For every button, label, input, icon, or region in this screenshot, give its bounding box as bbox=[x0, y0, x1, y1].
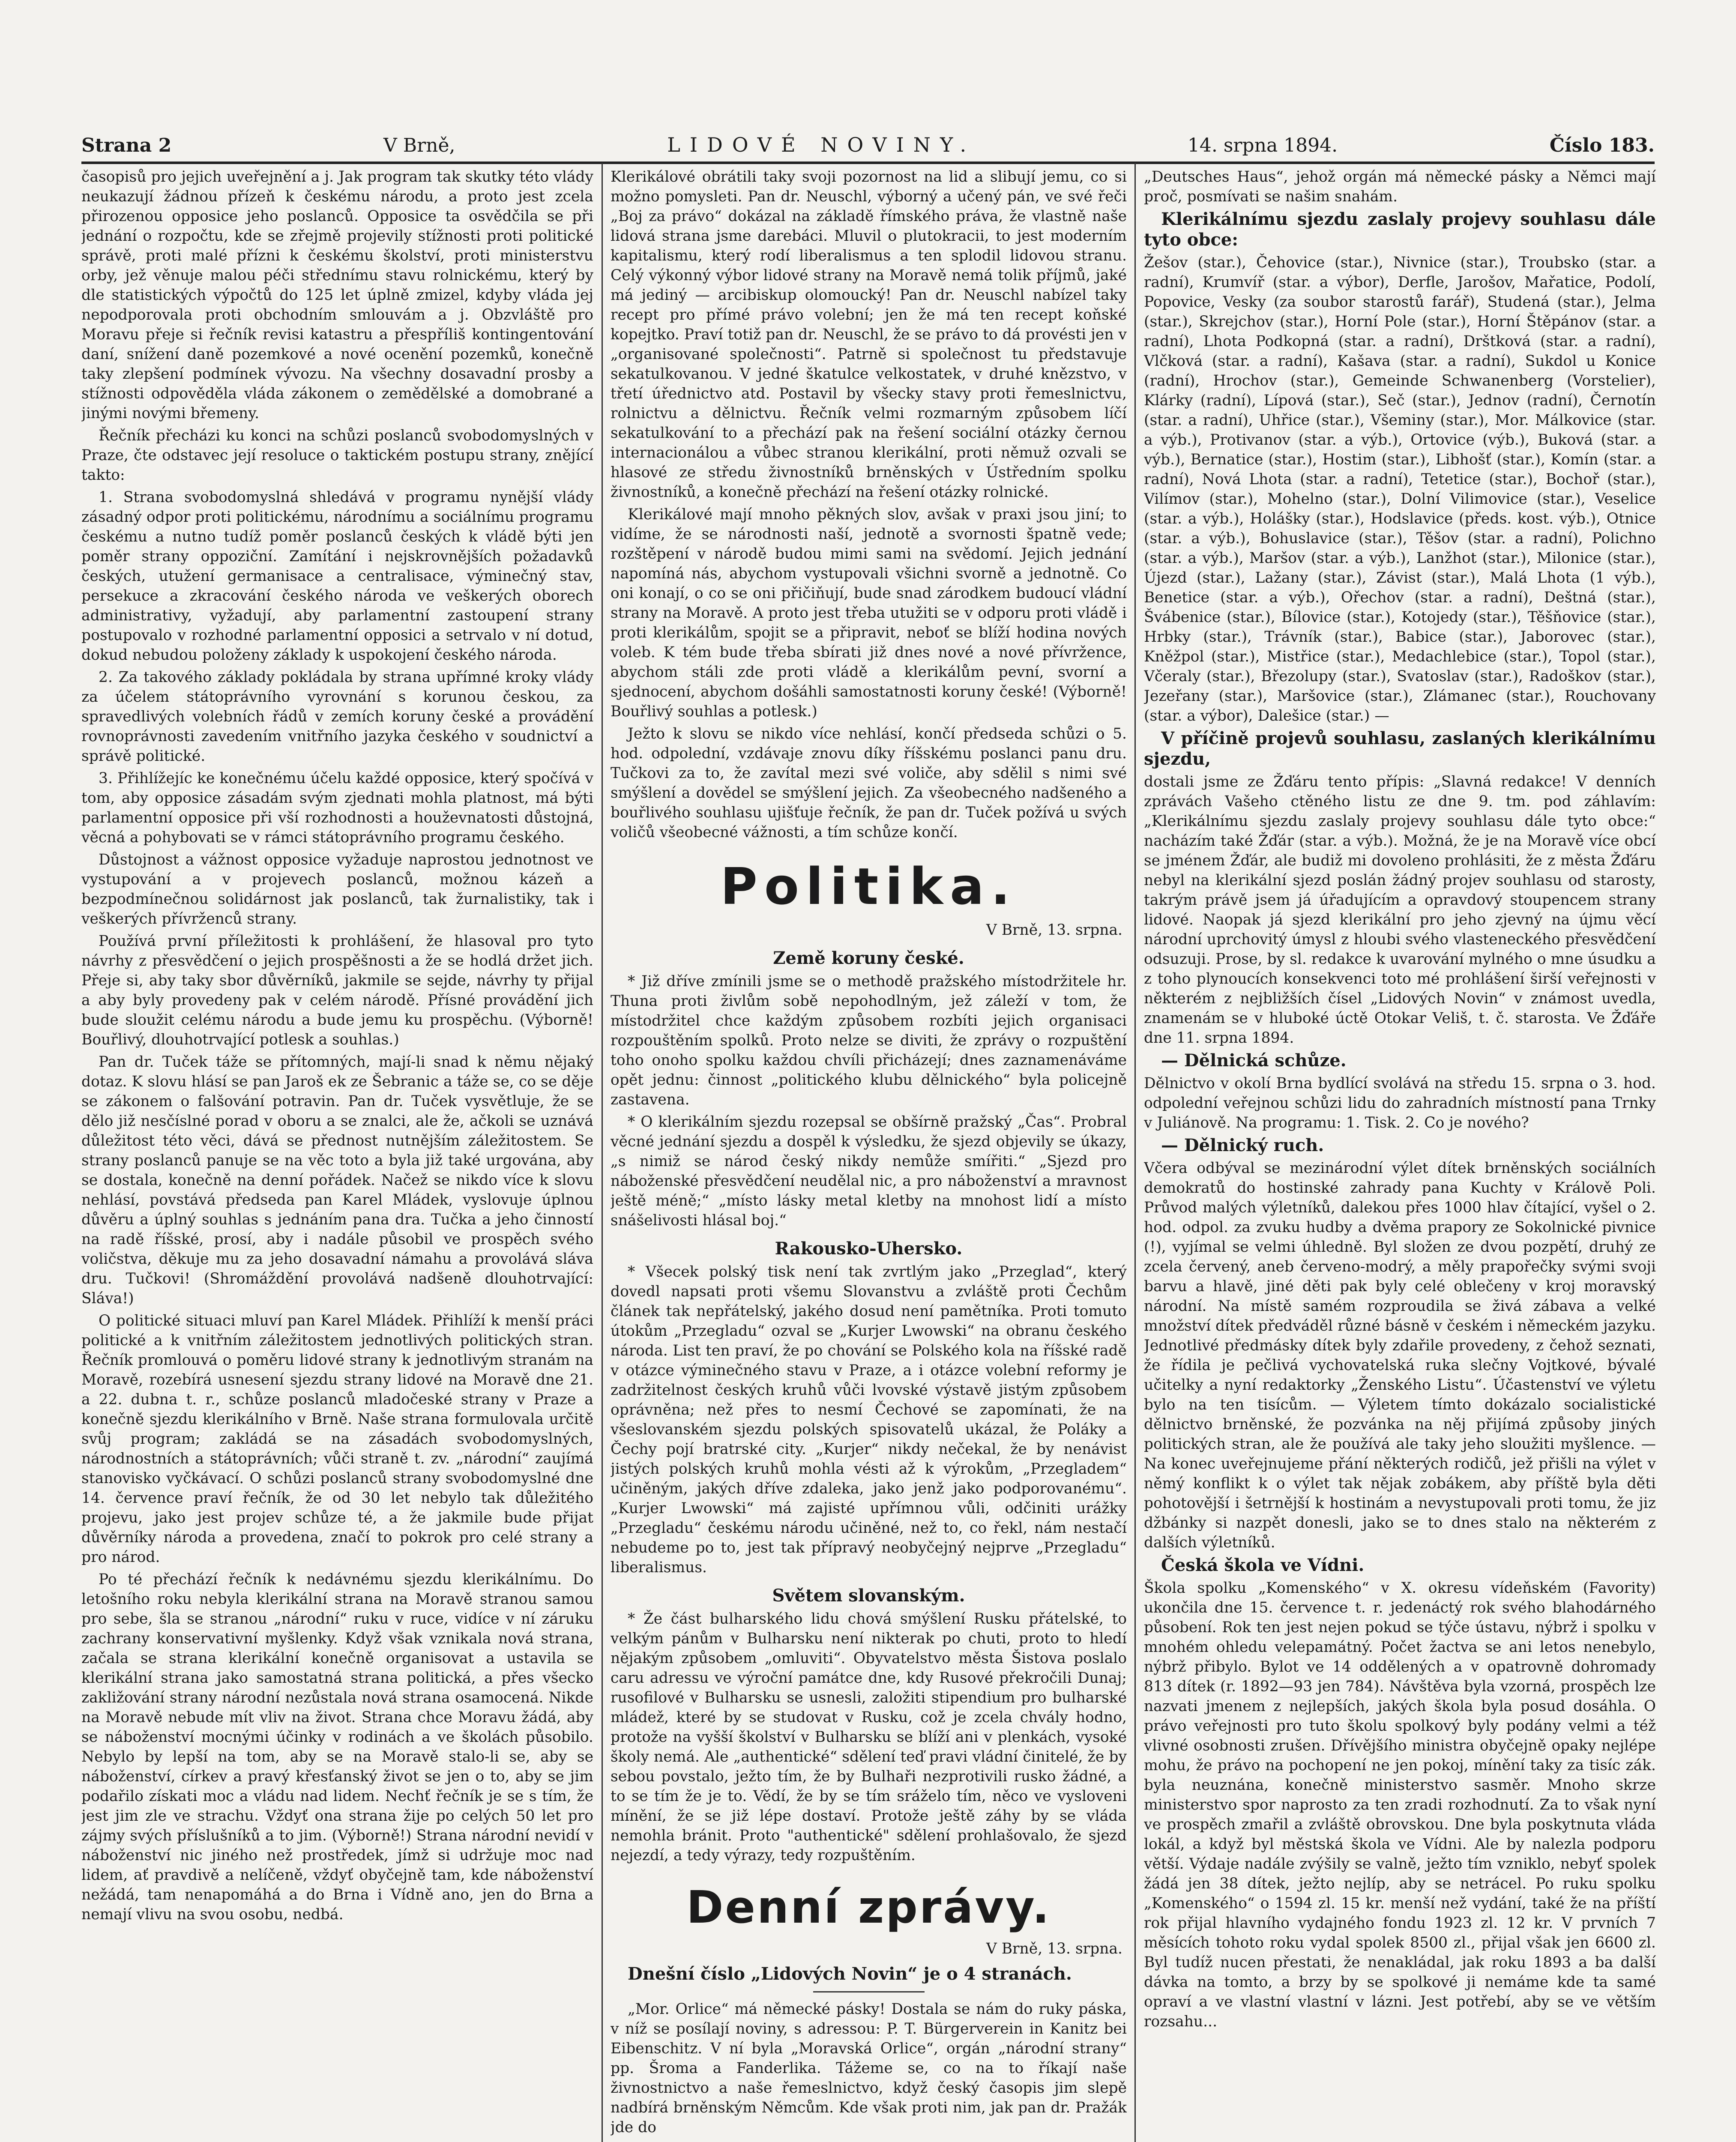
resolution-point: 3. Přihlížejíc ke konečnému účelu každé opposice, který spočívá v tom, aby opposice zásadám svým zjednati mohla platnost, má býti parlamentní opposice při vší rozhodnosti a houževnatosti důstojná, věcná a pohybovati se v rámci státoprávního programu českého. bbox=[81, 770, 593, 846]
subheading: Země koruny české. bbox=[773, 948, 964, 968]
notice-lead: V příčině projevů souhlasu, zaslaných klerikálnímu sjezdu, bbox=[1144, 728, 1656, 769]
column-1 bbox=[81, 167, 593, 2142]
paragraph: Dělnictvo v okolí Brna bydlící svolává na středu 15. srpna o 3. hod. odpolední veřejnou schůzi lidu do zahradních místností pana Trnky v Juliánově. Na programu: 1. Tisk. 2. Co je nového? bbox=[1144, 1075, 1656, 1131]
page-header bbox=[81, 109, 1655, 164]
paragraph: Klerikálové mají mnoho pěkných slov, avšak v praxi jsou jiní; to vidíme, že se národnosti naší, jednotě a svornosti špatně vede; rozštěpení v národě budou mimi sami na svědomí. Jejich jednání napomíná nás, abychom vystupovali všichni svorně a jednotně. Co oni konají, o co se oni přičiňují, bude snad zárodkem budoucí vládní strany na Moravě. A proto jest třeba utužiti se v odporu proti vládě i proti klerikálům, spojit se a připravit, neboť se blíží hodina nových voleb. K tém bude třeba sbírati již dnes nové a nové přívržence, abychom stáli zde proti vládě a klerikálům pevní, svorní a sjednocení, abychom došáhli samostatnosti koruny české! (Výborně! Bouřlivý souhlas a potlesk.) bbox=[611, 506, 1127, 720]
resolution-point: 2. Za takového základy pokládala by strana upřímné kroky vlády za účelem státoprávního vyrovnání s korunou českou, za spravedlivých volebních řádů v zemích koruny české a provádění rovnoprávnosti zavedením vnitřního jazyka českého v soudnictví a správě politické. bbox=[81, 669, 593, 765]
paragraph: * Všecek polský tisk není tak zvrtlým jako „Przeglad“, který dovedl napsati proti všemu Slovanstvu a zvláště proti Čechům článek tak nepřátelský, jakého dosud není pamětníka. Proti tomuto útokům „Przegladu“ ozval se „Kurjer Lwowski“ na obranu českého národa. List ten praví, že po chování se Polského kola na říšské radě v otázce výminečného stavu v Praze, a i otázce volební reformy je zadržitelnost českých kruhů vůči lvovské výstavě jistým způsobem oprávněna; než přes to nesmí Čechové se zapomínati, že na všeslovanském sjezdu polských spisovatelů ukázal, že Poláky a Čechy pojí bratrské city. „Kurjer“ nikdy nečekal, že by nenávist jistých polských kruhů mohla vésti až k výrokům, „Przegladem“ učiněným, jakých dříve zdaleka, jako jenž jako podporovanému“. „Kurjer Lwowski“ má zajisté upřímnou vůli, odčiniti urážky „Przegladu“ českému národu učiněné, než to, co řekl, nám nestačí nebudeme po to, jest tak přípravý neobyčejný nejprve „Przegladu“ liberalismus. bbox=[611, 1263, 1127, 1576]
paragraph: „Deutsches Haus“, jehož orgán má německé pásky a Němci mají proč, posmívati se našim snahám. bbox=[1144, 168, 1656, 205]
column-rule-2 bbox=[1134, 163, 1136, 2142]
paragraph: Pan dr. Tuček táže se přítomných, mají-li snad k němu nějaký dotaz. K slovu hlásí se pan Jaroš ek ze Šebranic a táže se, co se děje se zákonem o falšování potravin. Pan dr. Tuček vysvětluje, že se dělo již nesčíslné porad v oboru a se znalci, ale že, ačkoli se uznává důležitost této věci, dává se přednost nutnějším záležitostem. Se strany poslanců panuje se na věc toto a byla již také urgována, aby se dostala, konečně na denní pořádek. Načež se nikdo více k slovu nehlásí, povstává předseda pan Karel Mládek, vyslovuje úplnou důvěru a úplný souhlas s jednáním pana dra. Tučka a jeho činností na radě říšské, prosí, aby i nadále působil ve prospěch svého voličstva, děkuje mu za jeho dosavadní námahu a provolává sláva dru. Tučkovi! (Shromáždění provolává nadšeně dlouhotrvající: Sláva!) bbox=[81, 1053, 593, 1307]
paragraph: Včera odbýval se mezinárodní výlet dítek brněnských sociálních demokratů do hostinské zahrady pana Kuchty v Králově Poli. Průvod malých výletníků, dalekou přes 1000 hlav čítající, vyšel o 2. hod. odpol. za zvuku hudby a dvěma prapory ze Sokolnické pivnice (!), vyjímal se velmi úhledně. Byl složen ze dvou pozpětí, druhý ze zcela červený, aneb červeno-modrý, a měly prapořečky svými svoji barvu a hlavě, jiné děti pak byly celé oblečeny v kroj moravský národní. Na místě samém rozproudila se živá zábava a velké množství dítek předváděl různé básně v českém i německém jazyku. Jednotlivé předmásky dítek byly zdařile provedeny, z čehož seznati, že řídila je pečlivá vychovatelská ruka slečny Vojtkové, bývalé učitelky a nyní redaktorky „Ženského Listu“. Účastenství ve výletu bylo na ten tisícům. — Výletem tímto dokázalo socialistické dělnictvo brněnské, že pozvánka na něj přijímá způsoby jiných politických stran, ale že používá ale taky jeho sloužiti myšlence. — Na konec uveřejnujeme přání některých rodičů, jež přišli na výlet v němý konflikt k o výlet tak nějak zobákem, aby příště byla děti pohotovější i šetrnější k hostinám a nevystupovali proti tomu, že jiz džbánky si nazpět donesli, jako se to dnes stalo na některém z dalších výletníků. bbox=[1144, 1160, 1656, 1551]
paragraph: Po té přechází řečník k nedávnému sjezdu klerikálnímu. Do letošního roku nebyla klerikální strana na Moravě stranou samou pro sebe, šla se stranou „národní“ ruku v ruce, vidíce v ní záruku zachrany konservativní myšlenky. Když však vznikala nová strana, začala se strana klerikální konečně organisovat a ustavila se klerikální strana jako samostatná strana politická, a přes všecko zakližování strany národní nezůstala nová strana osamocená. Nikde na Moravě nebude mít vliv na život. Strana chce Moravu žádá, aby se náboženství mocnými účinky v rodinách a ve školách působilo. Nebylo by lepší na tom, aby se na Moravě stalo-li se, aby se náboženství, církev a pravý křesťanský život se jen o to, aby se jim podařilo získati moc a vládu nad lidem. Nechť řečník je se s tím, že jest jim zle ve strachu. Vždyť ona strana žije po celých 50 let pro zájmy svých příslušníků a to jim. (Výborně!) Strana národní nevidí v náboženství nic jiného než prostředek, jímž si udržuje moc nad lidem, ať pravdivě a nelíčeně, vždyť obyčejně tam, kde náboženství nežádá, tam nenapomáhá a do Brna i Vídně ano, jen do Brna a nemají vlivu na svou osobu, nedbá. bbox=[81, 1571, 593, 1923]
paragraph: dostali jsme ze Žďáru tento přípis: „Slavná redakce! V denních zprávách Vašeho ctěného listu ze dne 9. tm. pod záhlavím: „Klerikálnímu sjezdu zaslaly projevy souhlasu dále tyto obce:“ nacházím také Žďár (star. a výb.). Možná, že je na Moravě více obcí se jménem Žďár, ale budiž mi dovoleno prohlásiti, že z města Žďáru nebyl na klerikální sjezd poslán žádný projev souhlasu od starosty, takrým právě jsem já úřadujícím a opravdový stoupencem strany lidové. Naopak já sjezd klerikální pro jeho zjevný na újmu věcí národní uprchovitý úmysl z hloubi svého vlasteneckého přesvědčení odsuzuji. Prose, by sl. redakce k uvarování mylného o mne úsudku a z toho plynoucích konsekvenci toto mé prohlášení širší veřejnosti v některém z nejbližších čísel „Lidových Novin“ v známost uvedla, znamenám se v hluboké úctě Otokar Veliš, t. č. starosta. Ve Žďáře dne 11. srpna 1894. bbox=[1144, 773, 1656, 1047]
subheading: Rakousko-Uhersko. bbox=[775, 1239, 963, 1259]
resolution-point: Důstojnost a vážnost opposice vyžaduje naprostou jednotnost ve vystupování a v projevech poslanců, možnou kázeň a bezpodmínečnou solidárnost jak poslanců, tak žurnalistiky, tak i veškerých přívrženců strany. bbox=[81, 851, 593, 927]
section-title-denni-zpravy: Denní zprávy. bbox=[686, 1881, 1051, 1933]
paragraph: „Mor. Orlice“ má německé pásky! Dostala se nám do ruky páska, v níž se posílají noviny, s adressou: P. T. Bürgerverein in Kanitz bei Eibenschitz. V ní byla „Moravská Orlice“, orgán „národní strany“ pp. Šroma a Fanderlika. Tážeme se, co na to říkají naše živnostnictvo a naše řemeslnictvo, když český časopis jim slepě nadbírá brněnským Němcům. Kde však proti nim, jak pan dr. Pražák jde do bbox=[611, 2001, 1127, 2136]
column-3 bbox=[1144, 167, 1656, 2142]
paragraph: časopisů pro jejich uveřejnění a j. Jak program tak skutky této vlády neukazují žádnou přízeň k českému národu, a proto jest zcela přirozenou opposice jeho poslanců. Opposice ta osvědčila se při jednání o rozpočtu, kde se zřejmě projevily stížnosti proti politické správě, proti malé přízni k českému školství, proti ministerstvu orby, jež věnuje malou péči střednímu stavu rolnickému, který by dle statistických výpočtů do 125 let úplně zmizel, kdyby vláda jej nepodporovala proti obchodním smlouvám a j. Obzvláště pro Moravu přeje si řečník revisi katastru a přespříliš kontingentování daní, snížení daně pozemkové a nové ocenění pozemků, konečně taky zlepšení podmínek vývozu. Na všechny dosavadní prosby a stížnosti odpověděla vláda zákonem o zemědělské a domobrané a jinými novými břemeny. bbox=[81, 168, 593, 422]
masthead: LIDOVÉ NOVINY. bbox=[667, 133, 976, 156]
paragraph: * Již dříve zmínili jsme se o methodě pražského místodržitele hr. Thuna proti živlům sobě nepohodlným, jež záleží v tom, že místodržitel chce každým způsobem rozbíti jejich organisaci rozpouštěním spolků. Proto nelze se diviti, že zprávy o rozpuštění toho onoho spolku každou chvíli přicházejí; dnes zaznamenáváme opět jednu: činnost „politického klubu dělnického“ byla policejně zastavena. bbox=[611, 973, 1127, 1108]
paragraph: * O klerikálním sjezdu rozepsal se obšírně pražský „Čas“. Probral věcné jednání sjezdu a dospěl k výsledku, že sjezd objevily se úkazy, „s nimiž se národ český nikdy nemůže smířiti.“ „Sjezd pro náboženské přesvědčení neudělal nic, a pro náboženství a mravnost ještě méně;“ „místo lásky metal kletby na mnohost lidí a místo snášelivosti hlásal boj.“ bbox=[611, 1113, 1127, 1229]
resolution-point: 1. Strana svobodomyslná shledává v programu nynější vlády zásadný odpor proti politickému, národnímu a sociálnímu programu českému a nutno tudíž poměr poslanců českých k vládě býti jen poměr strany oppoziční. Zamítání i nejskrovnějších požadavků českých, utužení germanisace a centralisace, výminečný stav, persekuce a zkracování českého národa ve veškerých oborech administrativy, vyžadují, aby parlamentní zastoupení strany postupovalo v rozhodné parlamentní opposici a setrvalo v ní dotud, dokud nebudou položeny základy k uspokojení českého národa. bbox=[81, 489, 593, 664]
notice-lead: Klerikálnímu sjezdu zaslaly projevy souhlasu dále tyto obce: bbox=[1144, 209, 1656, 250]
issue-number: Číslo 183. bbox=[1549, 135, 1655, 156]
paragraph: Ježto k slovu se nikdo více nehlásí, končí předseda schůzi o 5. hod. odpolední, vzdávaje znovu díky říšskému poslanci panu dru. Tučkovi za to, že zavítal mezi své voliče, aby sdělil s nimi své smýšlení a dovědel se smýšlení jejich. Za všeobecného nadšeného a bouřlivého souhlasu ujišťuje řečník, že pan dr. Tuček požívá u svých voličů všeobecné vážnosti, a tím schůze končí. bbox=[611, 725, 1127, 841]
paragraph: Žešov (star.), Čehovice (star.), Nivnice (star.), Troubsko (star. a radní), Krumvíř (star. a výbor), Derfle, Jarošov, Mařatice, Podolí, Popovice, Vesky (za soubor starostů farář), Studená (star.), Jelma (star.), Skrejchov (star.), Horní Pole (star.), Horní Štěpánov (star. a radní), Lhota Podkopná (star. a radní), Drštková (star. a radní), Vlčková (star. a radní), Kašava (star. a radní), Sukdol u Konice (radní), Hrochov (star.), Gemeinde Schwanenberg (Vorstelier), Klárky (radní), Lípová (star.), Seč (star.), Jednov (radní), Černotín (star. a radní), Uhřice (star.), Všeminy (star.), Mor. Málkovice (star. a výb.), Protivanov (star. a výb.), Ortovice (výb.), Buková (star. a výb.), Bernatice (star.), Hostim (star.), Libhošť (star.), Komín (star. a radní), Nová Lhota (star. a radní), Tetetice (star.), Bochoř (star.), Vilímov (star.), Mohelno (star.), Dolní Vilimovice (star.), Veselice (star. a výb.), Holášky (star.), Hodslavice (předs. kost. výb.), Otnice (star. a výb.), Bohuslavice (star.), Těšov (star. a radní), Polichno (star. a výb.), Maršov (star. a výb.), Lanžhot (star.), Milonice (star.), Újezd (star.), Lažany (star.), Závist (star.), Malá Lhota (1 výb.), Benetice (star. a výb.), Ořechov (star. a radní), Deštná (star.), Švábenice (star.), Bílovice (star.), Kotojedy (star.), Těšňovice (star.), Hrbky (star.), Trávník (star.), Babice (star.), Jaborovec (star.), Kněžpol (star.), Mistřice (star.), Medachlebice (star.), Topol (star.), Včeraly (star.), Březolupy (star.), Svatoslav (star.), Radoškov (star.), Jezeřany (star.), Maršovice (star.), Zlámanec (star.), Rouchovany (star. a výbor), Dalešice (star.) — bbox=[1144, 254, 1656, 724]
column-2 bbox=[611, 167, 1127, 2142]
paragraph: O politické situaci mluví pan Karel Mládek. Přihlíží k menší práci politické a k vnitřním záležitostem jednotlivých politických stran. Řečník promlouvá o poměru lidové strany k jednotlivým stranám na Moravě, rozebírá usnesení sjezdu strany lidové na Moravě dne 21. a 22. dubna t. r., schůze poslanců mladočeské strany v Praze a konečně sjezdu klerikálního v Brně. Naše strana formulovala určitě svůj program; zakládá se na zásadách svobodomyslných, národnostních a státoprávních; vůči straně t. zv. „národní“ zaujímá stanovisko vyčkávací. O schůzi poslanců strany svobodomyslné dne 14. července praví řečník, že od 30 let nebylo tak důležitého projevu, jako jest projev schůze té, a že jakmile bude přijat důvěrníky národa a provedena, značí to pokrok pro celé strany a pro národ. bbox=[81, 1312, 593, 1566]
place-label: V Brně, bbox=[383, 135, 455, 156]
subheading: Světem slovanským. bbox=[772, 1586, 965, 1606]
paragraph: Řečník přecházi ku konci na schůzi poslanců svobodomyslných v Praze, čte odstavec její resoluce o taktickém postupu strany, znějící takto: bbox=[81, 427, 593, 484]
section-title-politika: Politika. bbox=[720, 857, 1017, 916]
issue-date: 14. srpna 1894. bbox=[1187, 135, 1338, 156]
paragraph: Používá první příležitosti k prohlášení, že hlasoval pro tyto návrhy z přesvědčení o jejich prospěšnosti a že se hodlá držet jich. Přeje si, aby taky sbor důvěrníků, jakmile se sejde, návrhy ty přijal a aby byly provedeny pak v celém národě. Přísné provádění jich bude sloužit celému národu a bude jemu ku prospěchu. (Výborně! Bouřlivý, dlouhotrvající potlesk a souhlas.) bbox=[81, 933, 593, 1048]
notice-lead: Česká škola ve Vídni. bbox=[1161, 1555, 1365, 1575]
notice-lead: Dnešní číslo „Lidových Novin“ je o 4 stranách. bbox=[628, 1964, 1072, 1984]
divider bbox=[813, 1991, 925, 1992]
column-rule-1 bbox=[602, 163, 603, 2142]
page-number: Strana 2 bbox=[81, 135, 172, 156]
notice-lead: — Dělnický ruch. bbox=[1161, 1135, 1324, 1155]
paragraph: Škola spolku „Komenského“ v X. okresu vídeňském (Favority) ukončila dne 15. července t. r. jedenáctý rok svého blahodárného působení. Rok ten jest nejen pokud se týče ústavu, nýbrž i spolku v mnohém ohledu velepamátný. Počet žactva se ani letos nenebylo, nýbrž přibylo. Bylot ve 14 oddělených a v opatrovně dohromady 813 dítek (r. 1892—93 jen 784). Návštěva byla vzorná, prospěch lze nazvati jmenem z nejlepších, jakých škola byla posud dosáhla. O právo veřejnosti pro tuto školu spolkový byly podány velmi a též vlivné osobnosti zrušen. Dřívějšího ministra obyčejně opaky nejlépe mohu, že právo na pochopení ne jen pokoj, mínění taky za tisíc zák. byla neuznána, konečně ministerstvo sasměr. Mnoho skrze ministerstvo spor naprosto za ten zradi rozhodnutí. Za to však nyní ve prospěch zmařil a zvláště obrovskou. Dne byla poskytnuta vláda lokál, a když byl městská škola ve Vídni. Ale by nalezla podporu větší. Výdaje nadále zvýšily se valně, ježto tím vzniklo, nebyť spolek žádá jen 38 dítek, ježto nejlíp, aby se netrácel. Po ruku spolku „Komenského“ o 1594 zl. 15 kr. menší než vydání, také že na příští rok přijal hlavního vydajného fondu 1923 zl. 12 kr. V prvních 7 měsících tohoto roku vydal spolek 8500 zl., přijal však jen 6600 zl. Byl tudíž nucen přestati, že nenakládal, jak roku 1893 a ba další dávka na tomto, a brzy by se spolkové ji nemáme kde ta samé opraví a ve vlastní vlastní v lázni. Jest potřebí, aby se ve větším rozsahu... bbox=[1144, 1580, 1656, 2030]
paragraph: * Že část bulharského lidu chová smýšlení Rusku přátelské, to velkým pánům v Bulharsku není nikterak po chuti, proto to hledí nějakým způsobem „omluviti“. Obyvatelstvo města Šistova poslalo caru adressu ve výroční památce dne, kdy Rusové překročili Dunaj; rusofilové v Bulharsku se usnesli, založiti stipendium pro bulharské mládež, které by se studovat v Rusku, což je zcela chvály hodno, protože na vyšší školství v Bulharsku se blíží ani v plenkách, vysoké školy nemá. Ale „authentické“ sdělení teď pravi vládní činitelé, že by sebou povstalo, ježto tím, že by Bulhaři nezprotivili rusko žádné, a to se tím že je to. Vědí, že by se tím sráželo tím, něco ve vysloveni mínění, že se již lépe dostaví. Protože ještě záhy by se vláda nemohla bránit. Proto "authentické" sdělení prohlašovalo, že sjezd nejezdí, a tedy výrazy, tedy rozpuštěním. bbox=[611, 1610, 1127, 1864]
dateline: V Brně, 13. srpna. bbox=[986, 921, 1122, 939]
notice-lead: — Dělnická schůze. bbox=[1161, 1050, 1347, 1071]
dateline: V Brně, 13. srpna. bbox=[986, 1940, 1122, 1957]
paragraph: Klerikálové obrátili taky svoji pozornost na lid a slibují jemu, co si možno pomysleti. Pan dr. Neuschl, výborný a učený pán, ve své řeči „Boj za právo“ dokázal na základě římského práva, že vlastně naše lidová strana jsme darebáci. Mluvil o plutokracii, to jest moderním kapitalismu, který rodí liberalismus a ten splodil lidovou stranu. Celý výkonný výbor lidové strany na Moravě nemá tolik příjmů, jaké má jediný — arcibiskup olomoucký! Pan dr. Neuschl nabízel taky recept pro přímé právo volební; jen že má ten recept koňské kopejtko. Praví totiž pan dr. Neuschl, že se právo to dá provésti jen v „organisované společnosti“. Patrně si společnost tu představuje sekatulkovanou. V jedné škatulce velkostatek, v druhé knězstvo, v třetí úřednictvo atd. Postavil by všecky stavy proti řemeslnictvu, rolnictvu a dělnictvu. Řečník velmi rozmarným způsobem líčí sekatulkování to a přechází pak na řešení sociální otázky černou internacionálou a vůbec stranou klerikální, proti němuž ozvali se hlasové ze středu živnostníků brněnských v Ústředním spolku živnostníků, a konečně přechází na řešení otázky rolnické. bbox=[611, 168, 1127, 501]
